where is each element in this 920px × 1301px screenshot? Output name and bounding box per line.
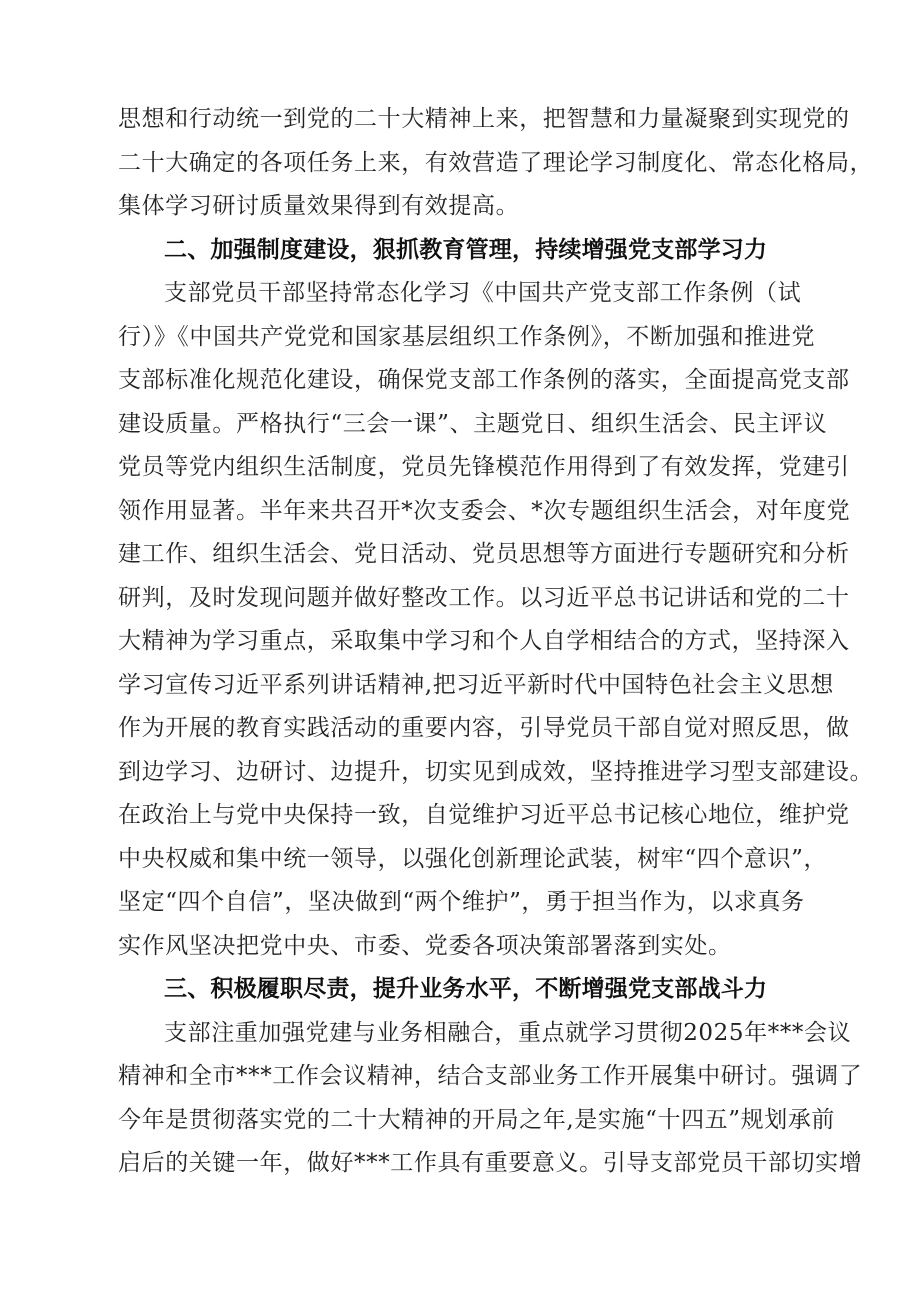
text-line: 到边学习、边研讨、边提升，切实见到成效，坚持推进学习型支部建设。 xyxy=(118,758,874,785)
text-line: 学习宣传习近平系列讲话精神,把习近平新时代中国特色社会主义思想 xyxy=(118,671,834,698)
text-line: 支部注重加强党建与业务相融合，重点就学习贯彻2025年***会议 xyxy=(164,1019,852,1046)
text-line: 二十大确定的各项任务上来，有效营造了理论学习制度化、常态化格局， xyxy=(118,149,874,176)
text-line: 建设质量。严格执行“三会一课”、主题党日、组织生活会、民主评议 xyxy=(118,410,828,437)
paragraph-3 xyxy=(118,1012,863,1186)
text-line: 在政治上与党中央保持一致，自觉维护习近平总书记核心地位，维护党 xyxy=(118,802,850,828)
text-line: 建工作、组织生活会、党日活动、党员思想等方面进行专题研究和分析 xyxy=(118,541,850,567)
text-line: 研判，及时发现问题并做好整改工作。以习近平总书记讲话和党的二十 xyxy=(118,584,850,611)
text-line: 实作风坚决把党中央、市委、党委各项决策部署落到实处。 xyxy=(118,932,732,959)
text-line: 思想和行动统一到党的二十大精神上来，把智慧和力量凝聚到实现党的 xyxy=(118,106,850,132)
section-heading-2: 二、加强制度建设，狠抓教育管理，持续增强党支部学习力 xyxy=(164,236,768,263)
text-line: 精神和全市***工作会议精神，结合支部业务工作开展集中研讨。强调了 xyxy=(118,1063,863,1089)
paragraph-2 xyxy=(118,272,874,968)
text-line: 行）》《中国共产党党和国家基层组织工作条例》，不断加强和推进党 xyxy=(118,323,816,350)
text-line: 坚定“四个自信”，坚决做到“两个维护”，勇于担当作为，以求真务 xyxy=(118,889,805,915)
text-line: 支部党员干部坚持常态化学习《中国共产党支部工作条例（试 xyxy=(164,280,802,306)
text-line: 领作用显著。半年来共召开*次支委会、*次专题组织生活会，对年度党 xyxy=(118,497,851,524)
document-body xyxy=(118,98,874,1186)
text-line: 启后的关键一年，做好***工作具有重要意义。引导支部党员干部切实增 xyxy=(118,1150,863,1176)
text-line: 大精神为学习重点，采取集中学习和个人自学相结合的方式，坚持深入 xyxy=(118,628,850,654)
text-line: 作为开展的教育实践活动的重要内容，引导党员干部自觉对照反思，做 xyxy=(118,715,850,741)
section-heading-3: 三、积极履职尽责，提升业务水平，不断增强党支部战斗力 xyxy=(164,976,768,1002)
text-line: 集体学习研讨质量效果得到有效提高。 xyxy=(118,193,520,219)
text-line: 支部标准化规范化建设，确保党支部工作条例的落实，全面提高党支部 xyxy=(118,367,850,393)
text-line: 党员等党内组织生活制度，党员先锋模范作用得到了有效发挥，党建引 xyxy=(118,454,850,480)
text-line: 中央权威和集中统一领导，以强化创新理论武装，树牢“四个意识”， xyxy=(118,845,828,872)
paragraph-1 xyxy=(118,98,874,229)
text-line: 今年是贯彻落实党的二十大精神的开局之年,是实施“十四五”规划承前 xyxy=(118,1106,836,1133)
